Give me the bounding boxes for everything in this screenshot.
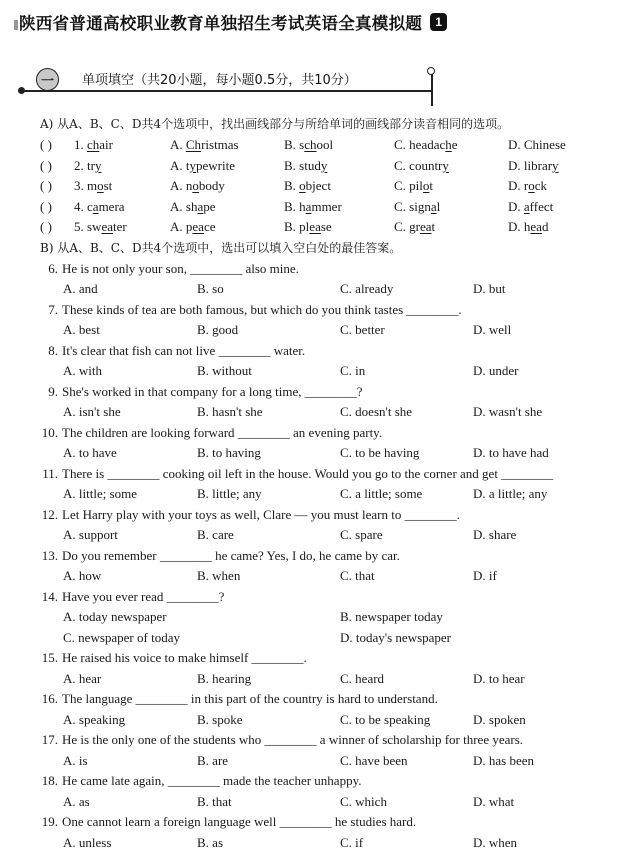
option-text: D. h (508, 219, 531, 235)
option-text: B. stud (284, 157, 321, 173)
option-b[interactable]: B. to having (197, 445, 261, 461)
underlined-part: ch (304, 137, 317, 152)
options-row (40, 792, 620, 813)
option-text: mmer (311, 198, 342, 214)
option-b[interactable]: B. are (197, 752, 229, 768)
option-a[interactable]: A. unless (63, 834, 112, 850)
option-d[interactable]: D. today's newspaper (340, 629, 452, 645)
option-text: C. pil (394, 178, 423, 194)
question-number: 6. (48, 260, 58, 276)
underlined-part: a (305, 198, 312, 214)
pin-icon (431, 74, 433, 106)
question-stem-row (40, 689, 620, 710)
option-a (170, 217, 215, 238)
question-stem-row (40, 648, 620, 669)
option-text: C. headac (394, 137, 446, 152)
option-text: se (320, 219, 332, 235)
option-d[interactable]: D. well (473, 322, 512, 338)
underlined-part: ea (192, 219, 204, 235)
pin-head-icon (427, 67, 435, 75)
word-text (87, 158, 101, 173)
option-text: mera (98, 198, 125, 214)
option-text: l (436, 198, 441, 214)
option-text: ck (534, 178, 547, 194)
underlined-part: o (97, 178, 104, 194)
option-d[interactable]: D. to have had (473, 445, 549, 461)
options-row (40, 443, 620, 464)
option-a (170, 135, 239, 156)
option-a[interactable]: A. speaking (63, 711, 126, 727)
option-a[interactable]: A. as (63, 793, 90, 809)
part-a-list (40, 135, 620, 238)
question-number: 10. (41, 424, 58, 440)
option-b[interactable]: B. without (197, 363, 252, 379)
underlined-part: ea (530, 219, 542, 235)
question-number: 11. (42, 465, 58, 481)
option-c[interactable]: C. heard (340, 670, 385, 686)
underlined-part: y (189, 157, 196, 173)
options-row (40, 751, 620, 772)
option-c[interactable]: C. newspaper of today (63, 629, 180, 645)
option-text: A. t (170, 157, 190, 173)
question-number: 15. (41, 650, 58, 666)
option-a[interactable]: A. to have (63, 445, 117, 461)
option-b[interactable]: B. good (197, 322, 239, 338)
option-d[interactable]: D. wasn't she (473, 404, 543, 420)
option-text: c (87, 198, 93, 214)
options-row (40, 628, 620, 649)
question-stem: He came late again, ________ made the teacher unhappy. (62, 773, 362, 789)
question-number: 14. (41, 588, 58, 604)
question-stem-row (40, 464, 620, 485)
option-text: ce (203, 219, 216, 235)
section-rule (21, 90, 433, 92)
underlined-part: ea (420, 219, 432, 235)
option-a[interactable]: A. best (63, 322, 100, 338)
question-word (74, 135, 113, 156)
option-a[interactable]: A. with (63, 363, 102, 379)
option-b (284, 135, 333, 156)
option-d (508, 156, 559, 177)
underlined-part: ea (101, 219, 113, 235)
question-stem-row (40, 300, 620, 321)
option-a (170, 156, 235, 177)
word-text (87, 199, 125, 214)
option-text: st (103, 178, 113, 194)
option-c[interactable]: C. have been (340, 752, 408, 768)
option-c[interactable]: C. to be speaking (340, 711, 431, 727)
underlined-part: y (320, 157, 328, 173)
phonetics-question-row (40, 135, 620, 156)
option-d[interactable]: D. a little; any (473, 486, 548, 502)
option-text: D. (508, 198, 524, 214)
option-a[interactable]: A. isn't she (63, 404, 121, 420)
options-row (40, 279, 620, 300)
rule-start-dot-icon (18, 87, 25, 94)
option-text: pe (203, 198, 216, 214)
question-word (74, 176, 112, 197)
option-d (508, 217, 548, 238)
option-d (508, 176, 547, 197)
question-stem-row (40, 730, 620, 751)
option-d[interactable]: D. has been (473, 752, 535, 768)
question-number: 3. (74, 178, 84, 194)
underlined-part: y (94, 157, 102, 173)
underlined-part: o (422, 178, 430, 194)
question-number: 19. (41, 814, 58, 830)
option-b[interactable]: B. care (197, 527, 234, 543)
option-text: ool (316, 137, 334, 152)
question-number: 12. (41, 506, 58, 522)
options-row (40, 566, 620, 587)
exam-title: 陕西省普通高校职业教育单独招生考试英语全真模拟题 (19, 14, 423, 33)
option-d[interactable]: D. spoken (473, 711, 526, 727)
exam-number-badge: 1 (430, 13, 447, 31)
question-word (74, 156, 101, 177)
option-a[interactable]: A. hear (63, 670, 102, 686)
option-text: m (87, 178, 98, 194)
question-stem-row (40, 812, 620, 833)
option-a[interactable]: A. little; some (63, 486, 138, 502)
underlined-part: ch (87, 137, 100, 152)
question-stem: These kinds of tea are both famous, but which do you think tastes ________. (62, 301, 462, 317)
options-row (40, 320, 620, 341)
option-c (394, 217, 435, 238)
options-row (40, 484, 620, 505)
question-number: 17. (41, 732, 58, 748)
question-number: 18. (41, 773, 58, 789)
options-row (40, 361, 620, 382)
option-b[interactable]: B. spoke (197, 711, 243, 727)
word-text (87, 137, 113, 152)
word-text (87, 219, 127, 234)
option-d (508, 135, 566, 156)
option-text: A. sh (170, 198, 198, 214)
answer-blank[interactable]: ( ) (40, 157, 52, 173)
question-stem: The language ________ in this part of the country is hard to understand. (62, 691, 438, 707)
question-word (74, 197, 125, 218)
option-text: t (429, 178, 434, 194)
option-text: ter (113, 219, 127, 235)
option-b[interactable]: B. that (197, 793, 232, 809)
question-word (74, 217, 127, 238)
question-number: 8. (48, 342, 58, 358)
section-heading: 单项填空（共20小题，每小题0.5分，共10分） (82, 73, 357, 88)
option-c[interactable]: C. already (340, 281, 394, 297)
option-text: B. pl (284, 219, 310, 235)
option-b[interactable]: B. hearing (197, 670, 252, 686)
section-number-circle-icon: 一 (36, 68, 59, 91)
option-text: body (198, 178, 225, 194)
question-stem: She's worked in that company for a long time, ________? (62, 383, 363, 399)
question-stem-row (40, 771, 620, 792)
option-d[interactable]: D. if (473, 568, 497, 584)
part-b-list (40, 259, 620, 854)
question-stem-row (40, 382, 620, 403)
option-b[interactable]: B. as (197, 834, 223, 850)
question-stem: The children are looking forward ________ an evening party. (62, 424, 383, 440)
option-text: C. gr (394, 219, 420, 235)
question-number: 16. (41, 691, 58, 707)
option-text: B. s (284, 137, 305, 152)
question-number: 7. (48, 301, 58, 317)
option-text: ristmas (201, 137, 239, 152)
option-d[interactable]: D. when (473, 834, 518, 850)
options-row (40, 402, 620, 423)
option-text: B. (284, 178, 300, 194)
question-stem-row (40, 587, 620, 608)
part-a-instruction: A) 从A、B、C、D共4个选项中，找出画线部分与所给单词的画线部分读音相同的选项。 (40, 117, 510, 131)
option-a[interactable]: A. today newspaper (63, 609, 167, 625)
option-text: e (451, 137, 458, 152)
option-d[interactable]: D. to hear (473, 670, 525, 686)
option-a (170, 197, 216, 218)
option-text: pewrite (196, 157, 235, 173)
option-b (284, 176, 331, 197)
option-d[interactable]: D. share (473, 527, 517, 543)
option-text: D. Chinese (508, 137, 566, 152)
options-row (40, 710, 620, 731)
option-text: ffect (529, 198, 554, 214)
edge-mark (14, 20, 18, 30)
option-text: air (99, 137, 113, 152)
part-b-instruction: B) 从A、B、C、D共4个选项中，选出可以填入空白处的最佳答案。 (40, 240, 402, 255)
option-text: t (431, 219, 436, 235)
phonetics-question-row (40, 217, 620, 238)
option-c[interactable]: C. which (340, 793, 387, 809)
underlined-part: y (442, 157, 449, 173)
options-row (40, 833, 620, 854)
underlined-part: o (192, 178, 199, 194)
option-b[interactable]: B. hasn't she (197, 404, 263, 420)
option-c (394, 176, 433, 197)
question-stem: He raised his voice to make himself ________. (62, 650, 307, 666)
option-c[interactable]: C. if (340, 834, 364, 850)
option-text: A. (170, 137, 186, 152)
question-number: 4. (74, 198, 84, 214)
option-text: d (541, 219, 549, 235)
option-d[interactable]: D. what (473, 793, 515, 809)
phonetics-question-row (40, 156, 620, 177)
question-stem: Do you remember ________ he came? Yes, I do, he came by car. (62, 547, 400, 563)
option-text: B. h (284, 198, 306, 214)
option-b (284, 156, 327, 177)
option-text: tr (87, 157, 95, 173)
phonetics-question-row (40, 197, 620, 218)
option-a[interactable]: A. how (63, 568, 102, 584)
option-c[interactable]: C. doesn't she (340, 404, 413, 420)
option-c (394, 135, 458, 156)
option-c (394, 156, 449, 177)
option-d (508, 197, 553, 218)
option-b (284, 217, 332, 238)
underlined-part: o (528, 178, 535, 194)
word-text (87, 178, 112, 193)
option-text: bject (305, 178, 331, 194)
question-stem-row (40, 341, 620, 362)
question-number: 5. (74, 219, 84, 235)
option-a (170, 176, 225, 197)
question-stem: Have you ever read ________? (62, 588, 225, 604)
question-stem: Let Harry play with your toys as well, Clare — you must learn to ________. (62, 506, 460, 522)
question-stem-row (40, 546, 620, 567)
answer-blank[interactable]: ( ) (40, 219, 52, 235)
option-c[interactable]: C. to be having (340, 445, 420, 461)
question-stem: He is the only one of the students who ________ a winner of scholarship for three years. (62, 732, 524, 748)
question-stem: It's clear that fish can not live ________ water. (62, 342, 306, 358)
page-header (14, 10, 447, 34)
question-stem: He is not only your son, ________ also mine. (62, 260, 299, 276)
option-b (284, 197, 342, 218)
phonetics-question-row (40, 176, 620, 197)
underlined-part: a (92, 198, 99, 214)
answer-blank[interactable]: ( ) (40, 198, 52, 214)
underlined-part: a (523, 198, 530, 214)
option-c[interactable]: C. that (340, 568, 375, 584)
question-stem: There is ________ cooking oil left in the house. Would you go to the corner and get ________ (62, 465, 554, 481)
option-c[interactable]: C. better (340, 322, 385, 338)
question-number: 13. (41, 547, 58, 563)
question-stem-row (40, 259, 620, 280)
question-number: 9. (48, 383, 58, 399)
underlined-part: Ch (185, 137, 202, 152)
option-c[interactable]: C. a little; some (340, 486, 423, 502)
options-row (40, 669, 620, 690)
options-row (40, 525, 620, 546)
question-number: 1. (74, 137, 84, 152)
option-text: C. sign (394, 198, 431, 214)
question-stem-row (40, 505, 620, 526)
option-b[interactable]: B. so (197, 281, 224, 297)
underlined-part: a (430, 198, 437, 214)
option-a[interactable]: A. and (63, 281, 98, 297)
question-stem-row (40, 423, 620, 444)
option-b[interactable]: B. little; any (197, 486, 262, 502)
option-c[interactable]: C. spare (340, 527, 383, 543)
option-text: A. p (170, 219, 193, 235)
option-b[interactable]: B. newspaper today (340, 609, 443, 625)
option-d[interactable]: D. but (473, 281, 506, 297)
question-stem: One cannot learn a foreign language well ________ he studies hard. (62, 814, 417, 830)
underlined-part: y (552, 157, 559, 173)
underlined-part: ea (309, 219, 321, 235)
option-text: D. librar (508, 157, 553, 173)
option-text: A. n (170, 178, 193, 194)
options-row (40, 607, 620, 628)
underlined-part: a (197, 198, 204, 214)
option-d[interactable]: D. under (473, 363, 519, 379)
answer-blank[interactable]: ( ) (40, 137, 52, 152)
question-number: 2. (74, 157, 84, 173)
option-text: D. r (508, 178, 529, 194)
section-header (18, 64, 438, 104)
option-c (394, 197, 440, 218)
option-c[interactable]: C. in (340, 363, 366, 379)
underlined-part: h (445, 137, 452, 152)
option-text: C. countr (394, 157, 443, 173)
question-content (40, 114, 620, 853)
option-b[interactable]: B. when (197, 568, 241, 584)
underlined-part: o (299, 178, 306, 194)
option-text: sw (87, 219, 102, 235)
answer-blank[interactable]: ( ) (40, 178, 52, 194)
option-a[interactable]: A. is (63, 752, 88, 768)
option-a[interactable]: A. support (63, 527, 118, 543)
